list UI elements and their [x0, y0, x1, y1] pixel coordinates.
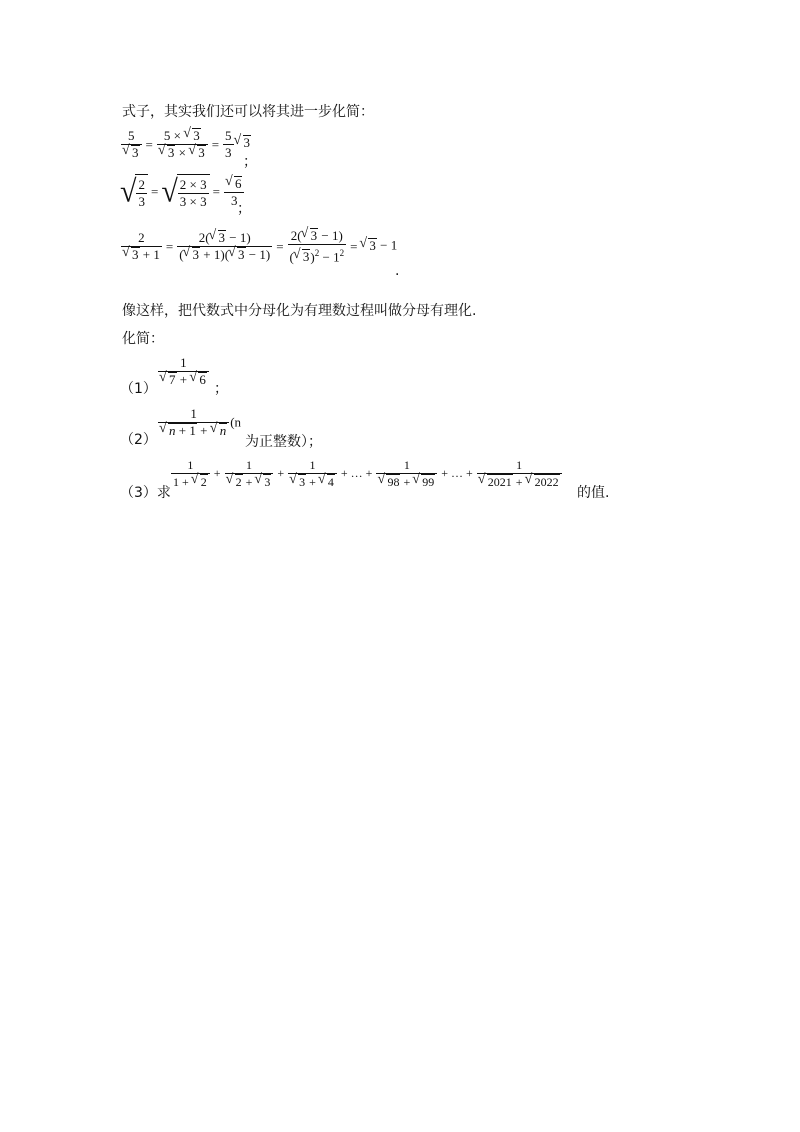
task-title: 化简： — [122, 331, 164, 347]
question-2-tail: 为正整数）； — [245, 434, 322, 450]
fraction: 1 √ 2 + √ 3 — [225, 457, 274, 490]
question-2-variable: (n — [230, 414, 242, 430]
question-1-tail: ； — [214, 381, 228, 397]
fraction: 1 √ 2021 + √ 2022 — [477, 457, 562, 490]
example-3-end: . — [395, 263, 400, 279]
fraction: $\frac{1}{1 + √ 2}$ — [171, 457, 210, 490]
question-1-formula — [157, 355, 210, 388]
fraction: 1 √ 98 + √ 99 — [376, 457, 437, 490]
fraction: 2 √ 3 + 1 — [121, 230, 162, 263]
radical: √ $\frac{2}{3}$ — [120, 174, 148, 210]
question-1-label: （1） — [120, 381, 157, 397]
fraction: √ $\frac{6}{3}$ — [224, 176, 245, 209]
question-3-tail: 的值. — [577, 485, 610, 501]
question-3-label: （3）求 — [120, 485, 171, 501]
example-3-formula: 2 √ 3 + 1 = $\frac{2(√ 3 - 1)}{(√ 3 + 1)(√ 3 - 1)}$ = $\frac{2(√ 3 - 1)}{(√ 3)^2 - 1^2}$ =√ 3 − 1 — [120, 228, 397, 265]
radical: √ $\frac{2 \times 3}{3 \times 3}$ — [161, 174, 209, 210]
question-3-formula: $\frac{1}{1 + √ 2}$ + 1 √ 2 + √ 3 + 1 √ 3 + √ 4 + … + 1 √ 98 + √ 99 + … + 1 √ 2021 + √ 2022 — [170, 457, 563, 490]
definition-text: 像这样，把代数式中分母化为有理数过程叫做分母有理化. — [122, 303, 477, 319]
example-1-separator: ； — [243, 154, 257, 170]
fraction: $\frac{2(√ 3 - 1)}{(√ 3)^2 - 1^2}$ — [288, 228, 347, 265]
example-1-formula: 5 √ 3 = 5 × √ 3 √ 3 × √ 3 = $\frac{5}{3}$ √ 3 — [120, 128, 251, 161]
fraction: 1 √ 7 + √ 6 — [158, 355, 209, 388]
fraction: $\frac{5}{3}$ — [225, 128, 232, 160]
fraction: 5 √ 3 — [121, 128, 142, 161]
fraction: 5 × √ 3 √ 3 × √ 3 — [157, 128, 208, 161]
intro-text: 式子，其实我们还可以将其进一步化简： — [122, 104, 374, 120]
fraction: 1 √ 3 + √ 4 — [288, 457, 337, 490]
question-2-formula — [157, 406, 241, 439]
example-2-formula: √ $\frac{2}{3}$ = √ $\frac{2 \times 3}{3 \times 3}$ = √ $\frac{6}{3}$ — [120, 174, 245, 210]
fraction: 1 √ n + 1 + √ n — [158, 406, 229, 439]
question-2-label: （2） — [120, 432, 157, 448]
fraction: $\frac{2(√ 3 - 1)}{(√ 3 + 1)(√ 3 - 1)}$ — [177, 230, 272, 263]
example-2-separator: ； — [237, 201, 251, 217]
